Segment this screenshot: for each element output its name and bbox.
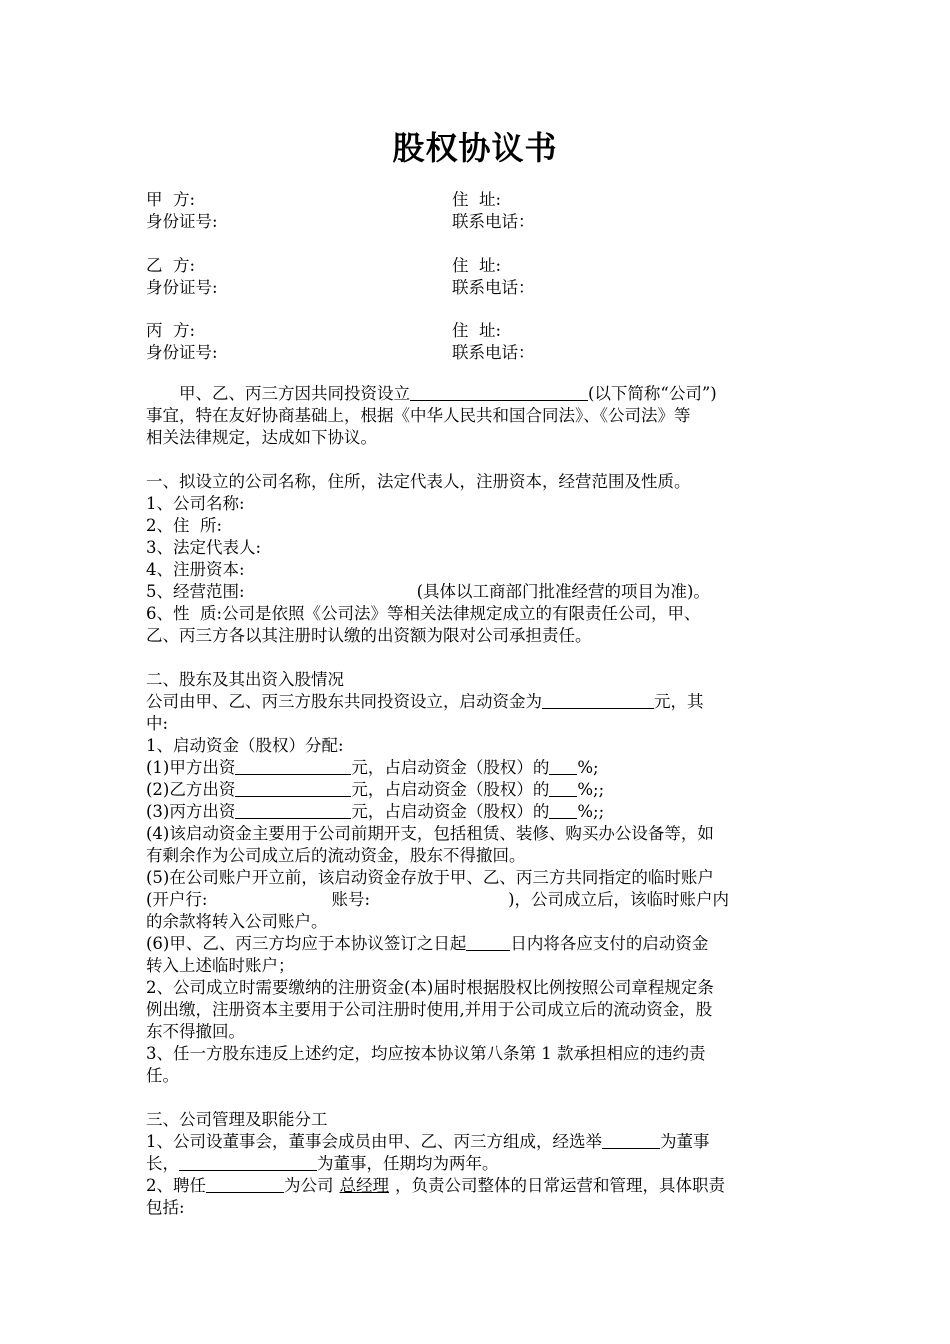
s1-item-4: 4、注册资本: xyxy=(146,560,245,579)
s2-p2: 1、启动资金（股权）分配: xyxy=(146,736,344,755)
party-b-name-label: 乙 方: xyxy=(146,256,196,275)
directors-blank xyxy=(179,1154,317,1171)
party-a-contact-block xyxy=(452,189,535,233)
alloc-a-text: 元，占启动资金（股权）的 xyxy=(351,758,550,777)
s3-p2-text-3: ，负责公司整体的日常运营和管理，具体职责 xyxy=(395,1176,725,1195)
alloc-c-pct: %;; xyxy=(577,802,605,821)
party-b-contact-block xyxy=(452,255,535,299)
party-c-id-label: 身份证号: xyxy=(146,343,218,362)
s1-item-1: 1、公司名称: xyxy=(146,494,245,513)
s2-p6-text-2: 日内将各应支付的启动资金 xyxy=(510,934,709,953)
alloc-a-amount-blank xyxy=(235,758,351,775)
alloc-b-label: (2)乙方出资 xyxy=(146,780,236,799)
s2-p1-unit: 元，其 xyxy=(654,692,704,711)
agreement-body xyxy=(146,383,814,1219)
party-c-name-label: 丙 方: xyxy=(146,321,196,340)
party-c-block xyxy=(146,320,218,364)
alloc-a-pct: %; xyxy=(577,758,599,777)
s3-p1-cont xyxy=(146,1153,814,1175)
s2-p1 xyxy=(146,691,814,713)
s2-q2a: 2、公司成立时需要缴纳的注册资金(本)届时根据股权比例按照公司章程规定条 xyxy=(146,978,714,997)
s2-alloc-b xyxy=(146,779,814,801)
alloc-c-label: (3)丙方出资 xyxy=(146,802,236,821)
s1-item-2: 2、住 所: xyxy=(146,516,223,535)
intro-text: 甲、乙、丙三方因共同投资设立 xyxy=(179,384,410,403)
document-title: 股权协议书 xyxy=(392,129,558,167)
alloc-b-amount-blank xyxy=(235,780,351,797)
s3-p2 xyxy=(146,1175,814,1197)
party-a-block xyxy=(146,189,218,233)
alloc-b-pct-blank xyxy=(549,780,577,797)
s3-p1 xyxy=(146,1131,814,1153)
s2-p4a: (4)该启动资金主要用于公司前期开支，包括租赁、装修、购买办公设备等，如 xyxy=(146,824,714,843)
s2-p6-text: (6)甲、乙、丙三方均应于本协议签订之日起 xyxy=(146,934,467,953)
s2-q3b: 任。 xyxy=(146,1066,179,1085)
s2-p5b-text: )，公司成立后，该临时账户内 xyxy=(508,890,729,909)
alloc-b-text: 元，占启动资金（股权）的 xyxy=(351,780,550,799)
party-a-name-label: 甲 方: xyxy=(146,190,196,209)
s2-p5a: (5)在公司账户开立前，该启动资金存放于甲、乙、丙三方共同指定的临时账户 xyxy=(146,868,714,887)
s1-item-5-note: (具体以工商部门批准经营的项目为准)。 xyxy=(416,582,710,601)
party-c-address-label: 住 址: xyxy=(452,321,502,340)
alloc-b-pct: %;; xyxy=(577,780,605,799)
s2-p1-cont: 中: xyxy=(146,714,169,733)
intro-line-1 xyxy=(146,383,814,405)
intro-abbrev: (以下简称“公司”) xyxy=(588,384,717,403)
section-1-heading: 一、拟设立的公司名称，住所，法定代表人，注册资本，经营范围及性质。 xyxy=(146,472,691,491)
s2-q2b: 例出缴，注册资本主要用于公司注册时使用,并用于公司成立后的流动资金，股 xyxy=(146,1000,713,1019)
s3-p1-text-4: 为董事，任期均为两年。 xyxy=(317,1154,499,1173)
alloc-c-amount-blank xyxy=(235,802,351,819)
s1-item-6a: 6、性 质:公司是依照《公司法》等相关法律规定成立的有限责任公司，甲、 xyxy=(146,604,701,623)
s1-item-5 xyxy=(146,581,814,603)
alloc-a-label: (1)甲方出资 xyxy=(146,758,236,777)
company-name-blank xyxy=(410,384,588,401)
s1-item-6b: 乙、丙三方各以其注册时认缴的出资额为限对公司承担责任。 xyxy=(146,626,592,645)
s2-alloc-c xyxy=(146,801,814,823)
party-a-phone-label: 联系电话： xyxy=(452,212,535,231)
party-b-id-label: 身份证号: xyxy=(146,278,218,297)
s2-p5c: 的余款将转入公司账户。 xyxy=(146,912,328,931)
party-a-address-label: 住 址: xyxy=(452,190,502,209)
account-label: 账号: xyxy=(331,890,371,909)
party-a-id-label: 身份证号: xyxy=(146,212,218,231)
startup-capital-blank xyxy=(542,692,654,709)
s3-p2-text-2: 为公司 xyxy=(284,1176,334,1195)
s2-p5b xyxy=(146,889,814,911)
chairman-blank xyxy=(602,1132,660,1149)
s1-item-3: 3、法定代表人: xyxy=(146,538,262,557)
party-b-address-label: 住 址: xyxy=(452,256,502,275)
alloc-c-pct-blank xyxy=(549,802,577,819)
s3-p1-text-3: 长， xyxy=(146,1154,179,1173)
s3-p1-text-2: 为董事 xyxy=(660,1132,710,1151)
s3-p1-text: 1、公司设董事会，董事会成员由甲、乙、丙三方组成，经选举 xyxy=(146,1132,602,1151)
s2-p4b: 有剩余作为公司成立后的流动资金，股东不得撤回。 xyxy=(146,846,526,865)
alloc-a-pct-blank xyxy=(549,758,577,775)
s3-p2-cont: 包括: xyxy=(146,1198,185,1217)
s2-q2c: 东不得撤回。 xyxy=(146,1022,245,1041)
party-c-phone-label: 联系电话： xyxy=(452,343,535,362)
party-c-contact-block xyxy=(452,320,535,364)
intro-line-2: 事宜，特在友好协商基础上，根据《中华人民共和国合同法》、《公司法》等 xyxy=(146,406,691,425)
s2-q3a: 3、任一方股东违反上述约定，均应按本协议第八条第 1 款承担相应的违约责 xyxy=(146,1044,706,1063)
s2-p6a xyxy=(146,933,814,955)
party-b-phone-label: 联系电话： xyxy=(452,278,535,297)
section-2-heading: 二、股东及其出资入股情况 xyxy=(146,670,344,689)
days-blank xyxy=(466,934,510,951)
intro-line-3: 相关法律规定，达成如下协议。 xyxy=(146,428,377,447)
s3-p2-text: 2、聘任 xyxy=(146,1176,206,1195)
section-3-heading: 三、公司管理及职能分工 xyxy=(146,1110,328,1129)
alloc-c-text: 元，占启动资金（股权）的 xyxy=(351,802,550,821)
party-b-block xyxy=(146,255,218,299)
general-manager-title: 总经理 xyxy=(339,1176,389,1195)
manager-name-blank xyxy=(206,1176,284,1193)
s2-alloc-a xyxy=(146,757,814,779)
s1-item-5-label: 5、经营范围: xyxy=(146,582,245,601)
s2-p1-text: 公司由甲、乙、丙三方股东共同投资设立，启动资金为 xyxy=(146,692,542,711)
bank-label: (开户行: xyxy=(146,890,208,909)
s2-p6b: 转入上述临时账户； xyxy=(146,956,295,975)
